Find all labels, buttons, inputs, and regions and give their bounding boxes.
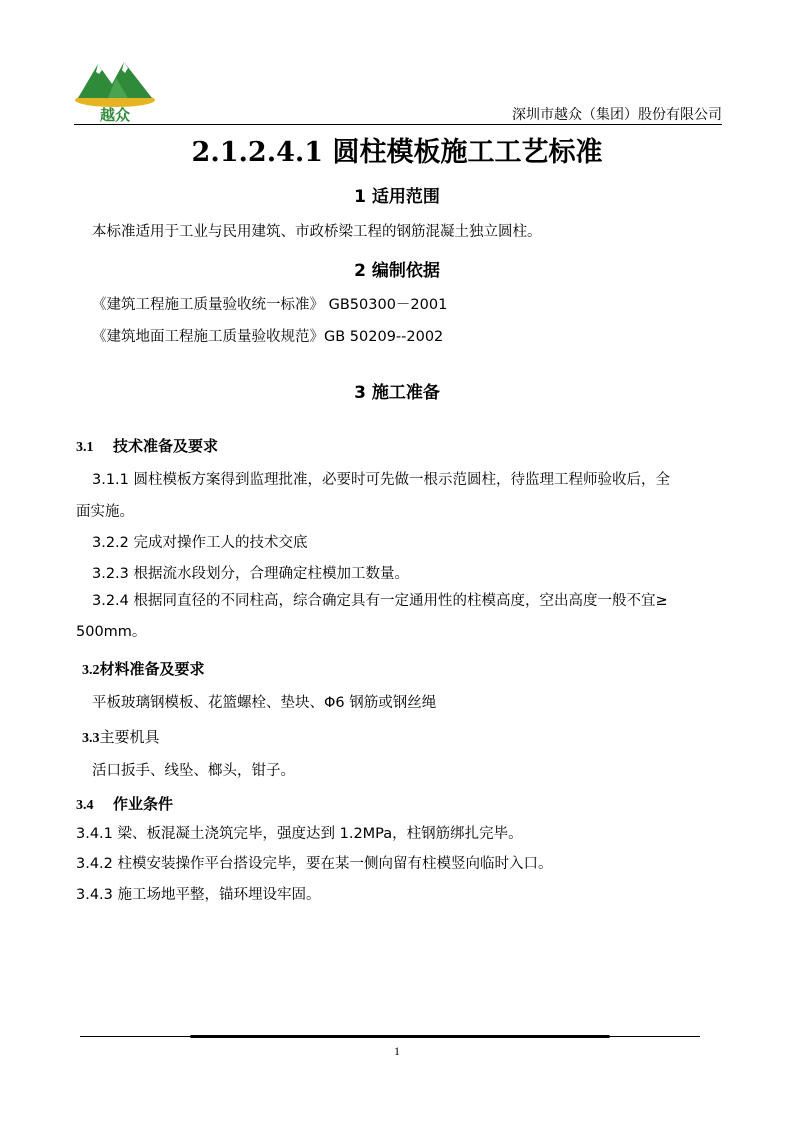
reference-item: 《建筑地面工程施工质量验收规范》GB 50209--2002 bbox=[92, 329, 444, 345]
paragraph-3-2-4-cont: 500mm。 bbox=[76, 624, 147, 640]
subsection-number: 3.2 bbox=[82, 663, 100, 678]
logo-text: 越众 bbox=[99, 106, 131, 124]
page-number: 1 bbox=[394, 1044, 400, 1058]
paragraph-3-2-4: 3.2.4 根据同直径的不同柱高，综合确定具有一定通用性的柱模高度，空出高度一般不宜≥ bbox=[92, 593, 668, 609]
company-name: 深圳市越众（集团）股份有限公司 bbox=[512, 107, 722, 123]
paragraph-3-2-2: 3.2.2 完成对操作工人的技术交底 bbox=[92, 535, 308, 551]
subsection-title: 材料准备及要求 bbox=[99, 660, 205, 678]
subsection-3-3-heading bbox=[82, 726, 160, 747]
section-3-heading: 3 施工准备 bbox=[354, 383, 440, 403]
document-title: 2.1.2.4.1 圆柱模板施工工艺标准 bbox=[191, 137, 603, 168]
company-logo bbox=[72, 50, 158, 126]
subsection-3-2-heading bbox=[82, 658, 205, 679]
list-item: 3.4.2 柱模安装操作平台搭设完毕，要在某一侧向留有柱模竖向临时入口。 bbox=[76, 856, 553, 872]
subsection-title: 主要机具 bbox=[99, 728, 160, 746]
subsection-number: 3.3 bbox=[82, 731, 100, 746]
footer-bar bbox=[190, 1035, 610, 1038]
section-1-text: 本标准适用于工业与民用建筑、市政桥梁工程的钢筋混凝土独立圆柱。 bbox=[92, 224, 542, 240]
subsection-title: 作业条件 bbox=[113, 795, 174, 813]
header-divider bbox=[74, 124, 722, 125]
section-1-heading: 1 适用范围 bbox=[354, 187, 440, 207]
paragraph-3-1-1-cont: 面实施。 bbox=[76, 504, 134, 520]
subsection-3-2-text: 平板玻璃钢模板、花篮螺栓、垫块、Φ6 钢筋或钢丝绳 bbox=[92, 695, 437, 711]
subsection-3-3-text: 活口扳手、线坠、榔头，钳子。 bbox=[92, 763, 295, 779]
paragraph-3-2-3: 3.2.3 根据流水段划分，合理确定柱模加工数量。 bbox=[92, 566, 410, 582]
list-item: 3.4.1 梁、板混凝土浇筑完毕，强度达到 1.2MPa，柱钢筋绑扎完毕。 bbox=[76, 826, 523, 842]
subsection-title: 技术准备及要求 bbox=[113, 437, 219, 455]
subsection-number: 3.1 bbox=[76, 440, 94, 455]
list-item: 3.4.3 施工场地平整，锚环埋设牢固。 bbox=[76, 887, 321, 903]
section-2-heading: 2 编制依据 bbox=[354, 261, 440, 281]
subsection-3-4-heading bbox=[76, 793, 173, 814]
reference-item: 《建筑工程施工质量验收统一标准》 GB50300－2001 bbox=[92, 297, 448, 313]
subsection-number: 3.4 bbox=[76, 798, 94, 813]
subsection-3-1-heading bbox=[76, 435, 218, 456]
paragraph-3-1-1: 3.1.1 圆柱模板方案得到监理批准，必要时可先做一根示范圆柱，待监理工程师验收后，全 bbox=[92, 472, 670, 488]
